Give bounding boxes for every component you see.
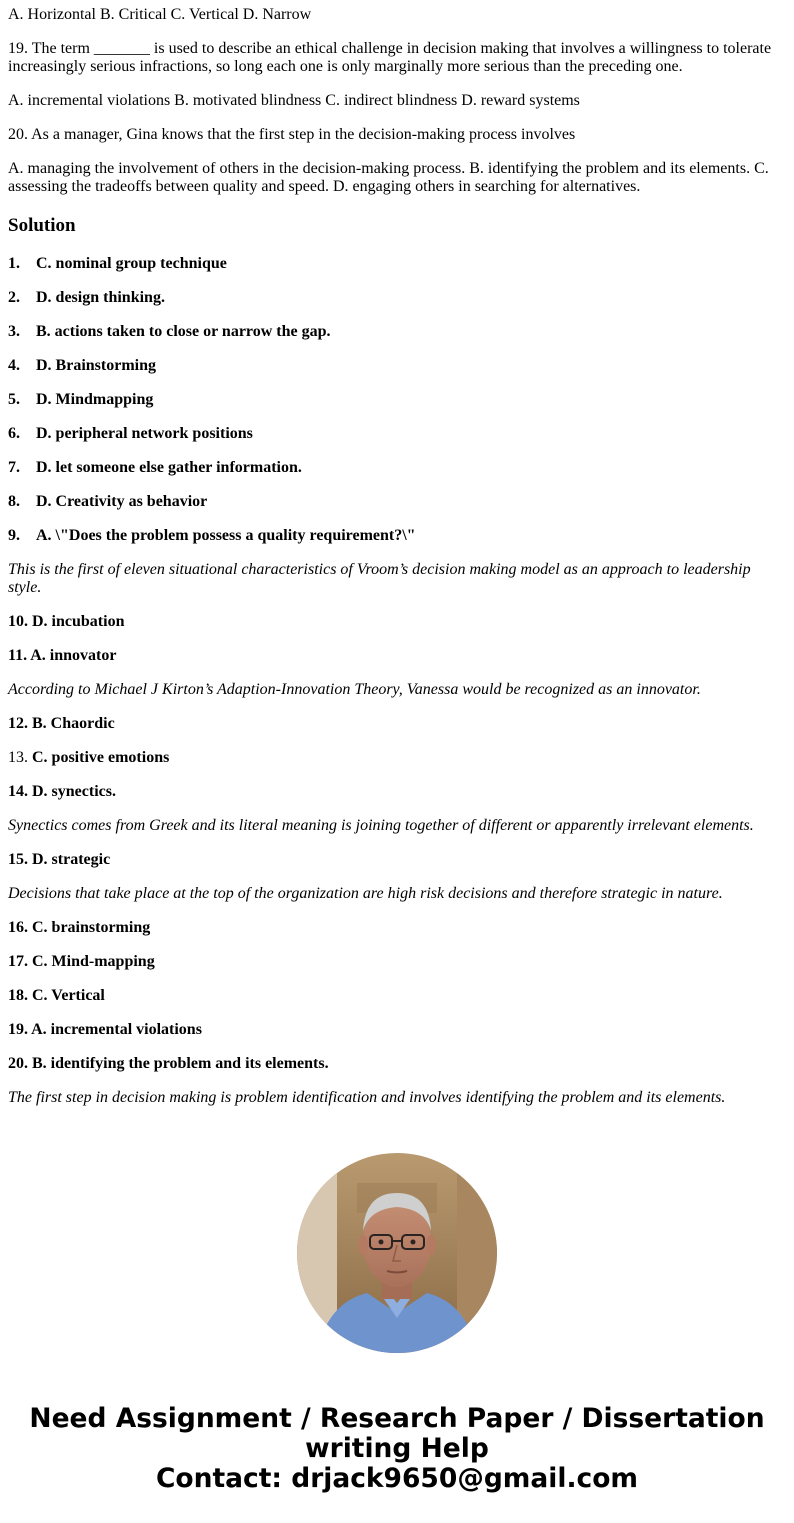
answer-text: D. Mindmapping <box>36 391 154 408</box>
answer-text: D. design thinking. <box>36 289 165 306</box>
answer-number: 9. <box>8 527 20 544</box>
answer-11: 11. A. innovator <box>8 647 117 664</box>
author-portrait <box>297 1153 497 1353</box>
q20-text: 20. As a manager, Gina knows that the first step in the decision-making process involves <box>8 126 576 143</box>
answer-13 <box>8 749 786 767</box>
note-9: This is the first of eleven situational characteristics of Vroom’s decision making model as an approach to leadership style. <box>8 561 751 596</box>
answer-text: C. nominal group technique <box>36 255 227 272</box>
answer-number: 5. <box>8 391 20 408</box>
answer-5 <box>8 391 786 409</box>
answer-12: 12. B. Chaordic <box>8 715 115 732</box>
banner-line-2: writing Help <box>305 1433 489 1464</box>
banner-contact-line[interactable]: Contact: drjack9650@gmail.com <box>155 1463 639 1494</box>
answer-text: A. \"Does the problem possess a quality requirement?\" <box>36 527 416 544</box>
q20-options: A. managing the involvement of others in the decision-making process. B. identifying the problem and its elements. C. assessing the tradeoffs between quality and speed. D. engaging others in searching for alternatives. <box>8 160 769 195</box>
answer-6 <box>8 425 786 443</box>
answer-18: 18. C. Vertical <box>8 987 105 1004</box>
answer-text: D. peripheral network positions <box>36 425 253 442</box>
answer-text: D. let someone else gather information. <box>36 459 302 476</box>
answer-text: B. actions taken to close or narrow the gap. <box>36 323 331 340</box>
answer-10: 10. D. incubation <box>8 613 125 630</box>
solution-heading: Solution <box>8 215 76 236</box>
contact-banner <box>0 1404 794 1494</box>
answer-9 <box>8 527 786 545</box>
note-15: Decisions that take place at the top of the organization are high risk decisions and therefore strategic in nature. <box>8 885 723 902</box>
note-11: According to Michael J Kirton’s Adaption-Innovation Theory, Vanessa would be recognized as an innovator. <box>8 681 701 698</box>
note-14: Synectics comes from Greek and its literal meaning is joining together of different or apparently irrelevant elements. <box>8 817 754 834</box>
answer-number: 2. <box>8 289 20 306</box>
answer-number: 13. <box>8 749 28 766</box>
answer-8 <box>8 493 786 511</box>
answer-number: 3. <box>8 323 20 340</box>
q18-options: A. Horizontal B. Critical C. Vertical D. Narrow <box>8 6 312 23</box>
banner-line-1: Need Assignment / Research Paper / Dissertation <box>29 1403 765 1434</box>
answer-number: 8. <box>8 493 20 510</box>
answer-text: D. Brainstorming <box>36 357 156 374</box>
answer-14: 14. D. synectics. <box>8 783 116 800</box>
note-20: The first step in decision making is problem identification and involves identifying the problem and its elements. <box>8 1089 726 1106</box>
answer-text: D. Creativity as behavior <box>36 493 208 510</box>
answer-20: 20. B. identifying the problem and its elements. <box>8 1055 329 1072</box>
answer-4 <box>8 357 786 375</box>
q19-text: 19. The term _______ is used to describe an ethical challenge in decision making that involves a willingness to tolerate increasingly serious infractions, so long each one is only marginally more serious than the preceding one. <box>8 40 772 75</box>
answer-number: 4. <box>8 357 20 374</box>
answer-7 <box>8 459 786 477</box>
q19-options: A. incremental violations B. motivated blindness C. indirect blindness D. reward systems <box>8 92 580 109</box>
answer-number: 7. <box>8 459 20 476</box>
answer-2 <box>8 289 786 307</box>
answer-16: 16. C. brainstorming <box>8 919 151 936</box>
answer-19: 19. A. incremental violations <box>8 1021 202 1038</box>
answer-text: C. positive emotions <box>32 749 170 766</box>
answer-number: 6. <box>8 425 20 442</box>
answer-3 <box>8 323 786 341</box>
answer-17: 17. C. Mind-mapping <box>8 953 155 970</box>
author-photo <box>297 1153 497 1353</box>
answer-number: 1. <box>8 255 20 272</box>
answer-1 <box>8 255 786 273</box>
answer-15: 15. D. strategic <box>8 851 111 868</box>
